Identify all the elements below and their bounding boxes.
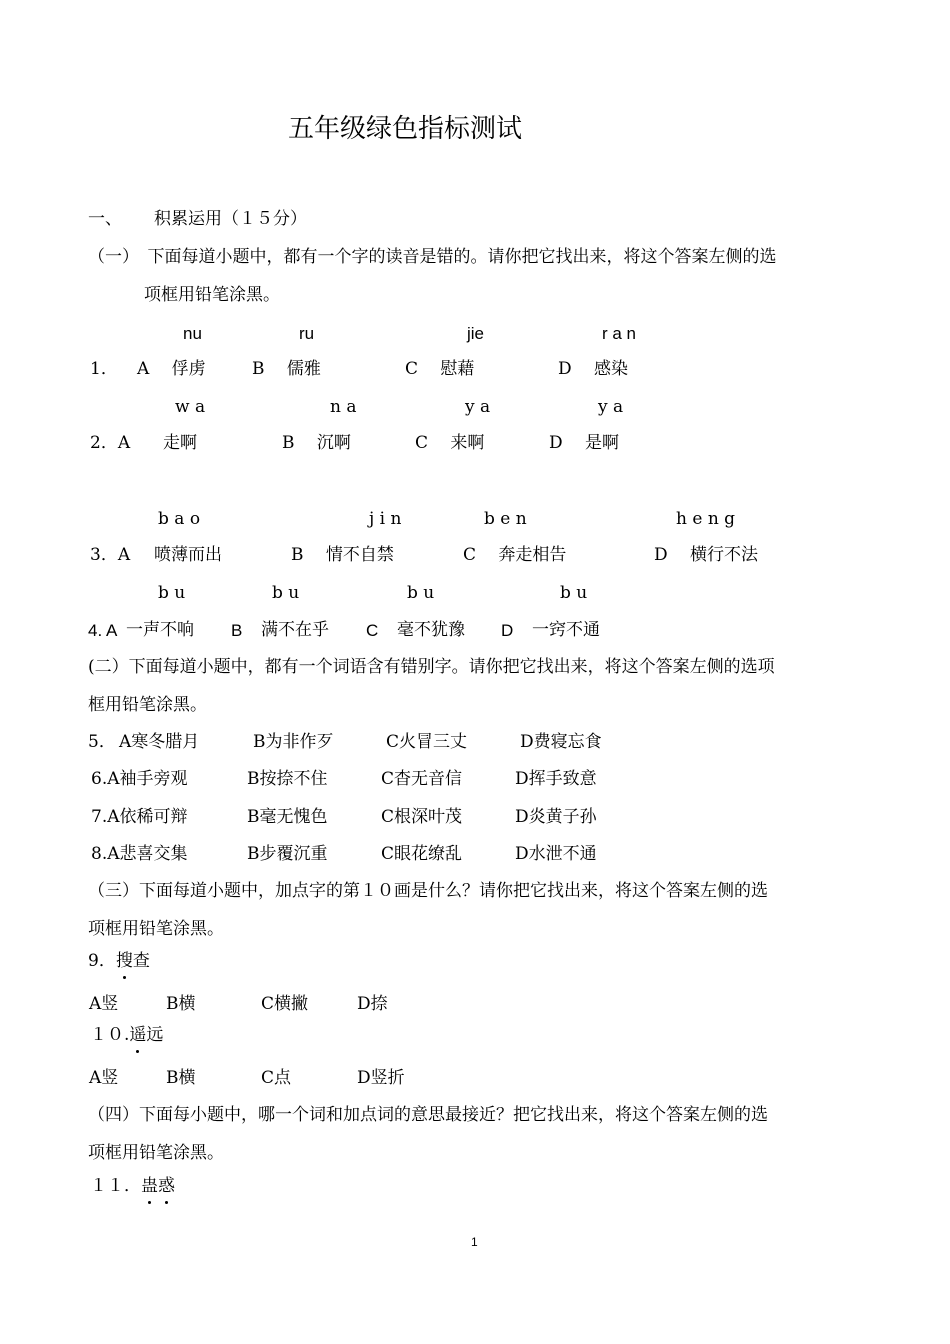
q3-pinyin-c: b e n (484, 509, 527, 529)
q2-number: 2．A (90, 433, 131, 453)
q9-option-c: C横撇 (261, 994, 309, 1014)
q7-option-b: B毫无愧色 (247, 807, 328, 827)
q1-pinyin-b: ru (299, 324, 315, 343)
q10-option-b: B横 (166, 1068, 196, 1088)
q8-option-b: B步覆沉重 (247, 844, 328, 864)
q9-number: 9． (88, 951, 116, 971)
q4-option-c-letter: C (366, 621, 379, 640)
q3-option-c: C 奔走相告 (463, 545, 567, 565)
q10-dotted-char: 遥 (129, 1025, 147, 1045)
q3-number: 3．A (90, 545, 131, 565)
q7-option-c: C根深叶茂 (381, 807, 463, 827)
q1-option-c: C 慰藉 (405, 359, 475, 379)
q4-option-d-text: 一窍不通 (532, 620, 600, 640)
q4-pinyin-b: b u (272, 583, 300, 603)
q2-pinyin-b: n a (330, 397, 357, 417)
q3-option-a: 喷薄而出 (154, 545, 222, 565)
q1-option-d: D 感染 (558, 359, 629, 379)
q9-option-a: A竖 (89, 994, 119, 1014)
q11-dotted-char-2: 惑 (158, 1176, 175, 1196)
q3-pinyin-b: j i n (369, 509, 402, 529)
q1-pinyin-d: r a n (602, 324, 637, 343)
q10-number: １０. (90, 1025, 130, 1045)
section-label: 积累运用（１５分） (154, 209, 307, 229)
q4-pinyin-c: b u (407, 583, 435, 603)
q2-option-b: B 沉啊 (282, 433, 351, 453)
q5-option-b: B为非作歹 (253, 732, 334, 752)
q9-dotted-char: 搜 (115, 951, 133, 971)
q11-stem (90, 1178, 175, 1195)
part2-instruction-line1: (二）下面每道小题中，都有一个词语含有错别字。请你把它找出来，将这个答案左侧的选项 (88, 657, 775, 677)
part1-instruction-line2: 项框用铅笔涂黑。 (144, 285, 280, 305)
q2-option-a: 走啊 (163, 433, 197, 453)
q8-option-c: C眼花缭乱 (381, 844, 463, 864)
q6-option-a: 6.A袖手旁观 (91, 769, 188, 789)
part2-instruction-line2: 框用铅笔涂黑。 (88, 695, 207, 715)
q10-word-rest: 远 (146, 1025, 164, 1045)
part1-instruction-line1: （一） 下面每道小题中，都有一个字的读音是错的。请你把它找出来，将这个答案左侧的选 (88, 247, 777, 267)
q4-pinyin-d: b u (560, 583, 588, 603)
part3-instruction-line2: 项框用铅笔涂黑。 (88, 919, 224, 939)
q10-option-a: A竖 (89, 1068, 119, 1088)
section-number: 一、 (88, 209, 122, 229)
q6-option-d: D挥手致意 (515, 769, 597, 789)
part4-instruction-line1: （四）下面每小题中，哪一个词和加点词的意思最接近？把它找出来，将这个答案左侧的选 (88, 1105, 768, 1125)
page-title: 五年级绿色指标测试 (288, 114, 523, 144)
q4-pinyin-a: b u (158, 583, 186, 603)
q10-option-d: D竖折 (357, 1068, 405, 1088)
q4-option-b-text: 满不在乎 (261, 620, 329, 640)
q6-option-c: C杳无音信 (381, 769, 463, 789)
q9-option-d: D捺 (357, 994, 388, 1014)
q3-pinyin-a: b a o (158, 509, 201, 529)
q11-number: １１． (90, 1176, 141, 1196)
q4-option-d-letter: D (501, 621, 514, 640)
q10-stem (90, 1027, 163, 1044)
q1-pinyin-c: jie (467, 324, 485, 343)
q4-option-a-text: 一声不响 (126, 620, 194, 640)
q2-pinyin-c: y a (465, 397, 491, 417)
q9-stem (88, 953, 150, 970)
q5-number: 5． (88, 732, 116, 752)
q11-dotted-char-1: 蛊 (141, 1176, 158, 1196)
q6-option-b: B按捺不住 (247, 769, 328, 789)
part3-instruction-line1: （三）下面每道小题中，加点字的第１０画是什么？请你把它找出来，将这个答案左侧的选 (88, 881, 768, 901)
q8-option-d: D水泄不通 (515, 844, 597, 864)
q10-option-c: C点 (261, 1068, 292, 1088)
q3-option-b: B 情不自禁 (291, 545, 394, 565)
q3-pinyin-d: h e n g (676, 509, 736, 529)
q5-option-d: D费寝忘食 (520, 732, 602, 752)
q1-option-a: A 俘虏 (137, 359, 206, 379)
part4-instruction-line2: 项框用铅笔涂黑。 (88, 1143, 224, 1163)
q4-option-b-letter: B (231, 621, 243, 640)
q9-word-rest: 查 (132, 951, 150, 971)
q7-option-a: 7.A依稀可辩 (91, 807, 188, 827)
q1-number: 1． (90, 359, 118, 379)
q3-option-d: D 横行不法 (654, 545, 759, 565)
q5-option-c: C火冒三丈 (386, 732, 468, 752)
q5-option-a: A寒冬腊月 (119, 732, 200, 752)
page-number: 1 (471, 1235, 478, 1249)
q4-option-c-text: 毫不犹豫 (397, 620, 465, 640)
q2-pinyin-a: w a (175, 397, 206, 417)
q2-option-c: C 来啊 (415, 433, 485, 453)
q1-pinyin-a: nu (183, 324, 202, 343)
q9-option-b: B横 (166, 994, 196, 1014)
q7-option-d: D炎黄子孙 (515, 807, 597, 827)
q1-option-b: B 儒雅 (252, 359, 321, 379)
q2-option-d: D 是啊 (549, 433, 620, 453)
q8-option-a: 8.A悲喜交集 (91, 844, 188, 864)
q4-number: 4. A (88, 621, 118, 640)
q2-pinyin-d: y a (598, 397, 624, 417)
